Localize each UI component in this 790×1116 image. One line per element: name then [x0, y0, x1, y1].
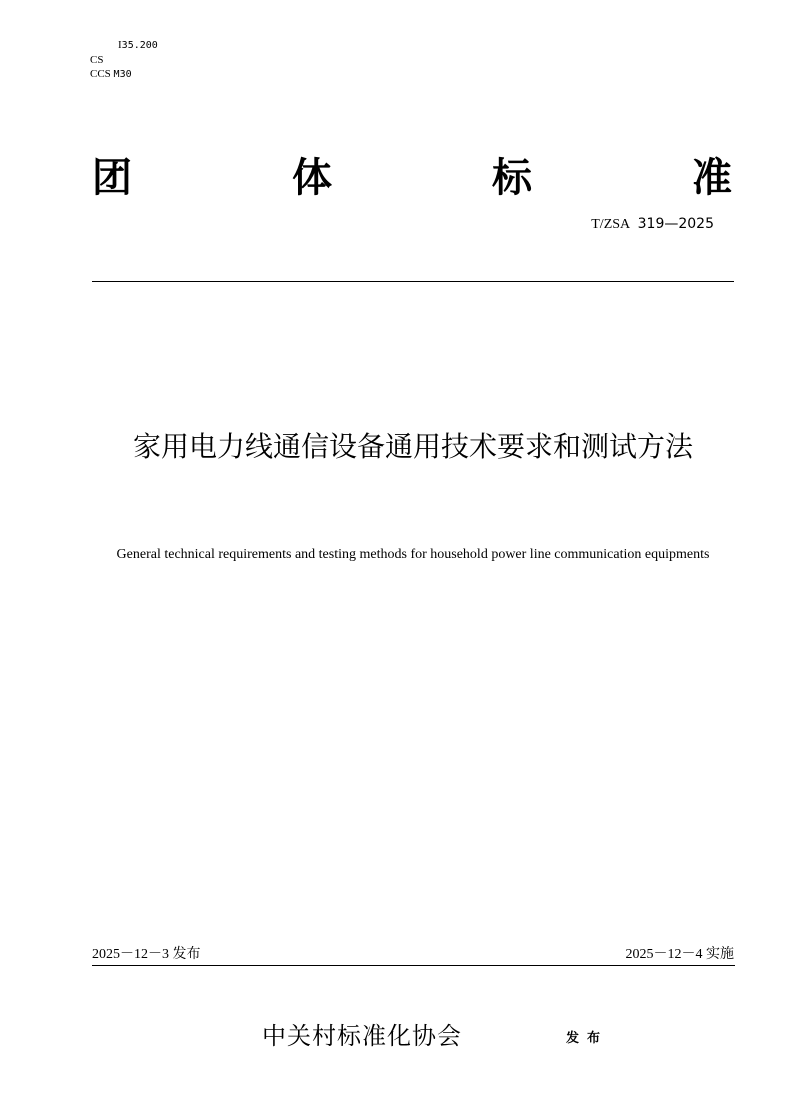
- ics-code: [90, 38, 158, 53]
- implementation-date: 2025－12－4 实施: [625, 947, 734, 962]
- standard-type-char: 体: [292, 154, 332, 201]
- issue-date: 2025－12－3 发布: [92, 947, 201, 962]
- document-title-en: General technical requirements and testing methods for household power line communication equipments: [116, 547, 710, 562]
- standard-type-heading: [92, 148, 732, 200]
- standard-type-char: 团: [92, 154, 132, 201]
- header-divider: [92, 281, 734, 282]
- standard-type-char: 准: [692, 154, 732, 201]
- classification-block: [90, 38, 158, 82]
- ics-prefix: I: [118, 39, 122, 51]
- standard-type-char: 标: [492, 154, 532, 201]
- ics-value: 35.200: [121, 40, 158, 51]
- standard-number-value: 319—2025: [637, 216, 714, 232]
- standard-number-prefix: T/ZSA: [591, 217, 631, 232]
- publisher-name: 中关村标准化协会: [262, 1024, 462, 1050]
- ccs-label: CCS: [90, 68, 111, 80]
- footer-divider: [92, 965, 735, 966]
- standard-number: [591, 216, 714, 233]
- ccs-value: M30: [113, 69, 132, 80]
- ccs-code: [90, 67, 158, 82]
- document-title-zh: 家用电力线通信设备通用技术要求和测试方法: [132, 430, 693, 463]
- publish-label: 发布: [566, 1031, 609, 1046]
- cs-code: CS: [90, 54, 104, 66]
